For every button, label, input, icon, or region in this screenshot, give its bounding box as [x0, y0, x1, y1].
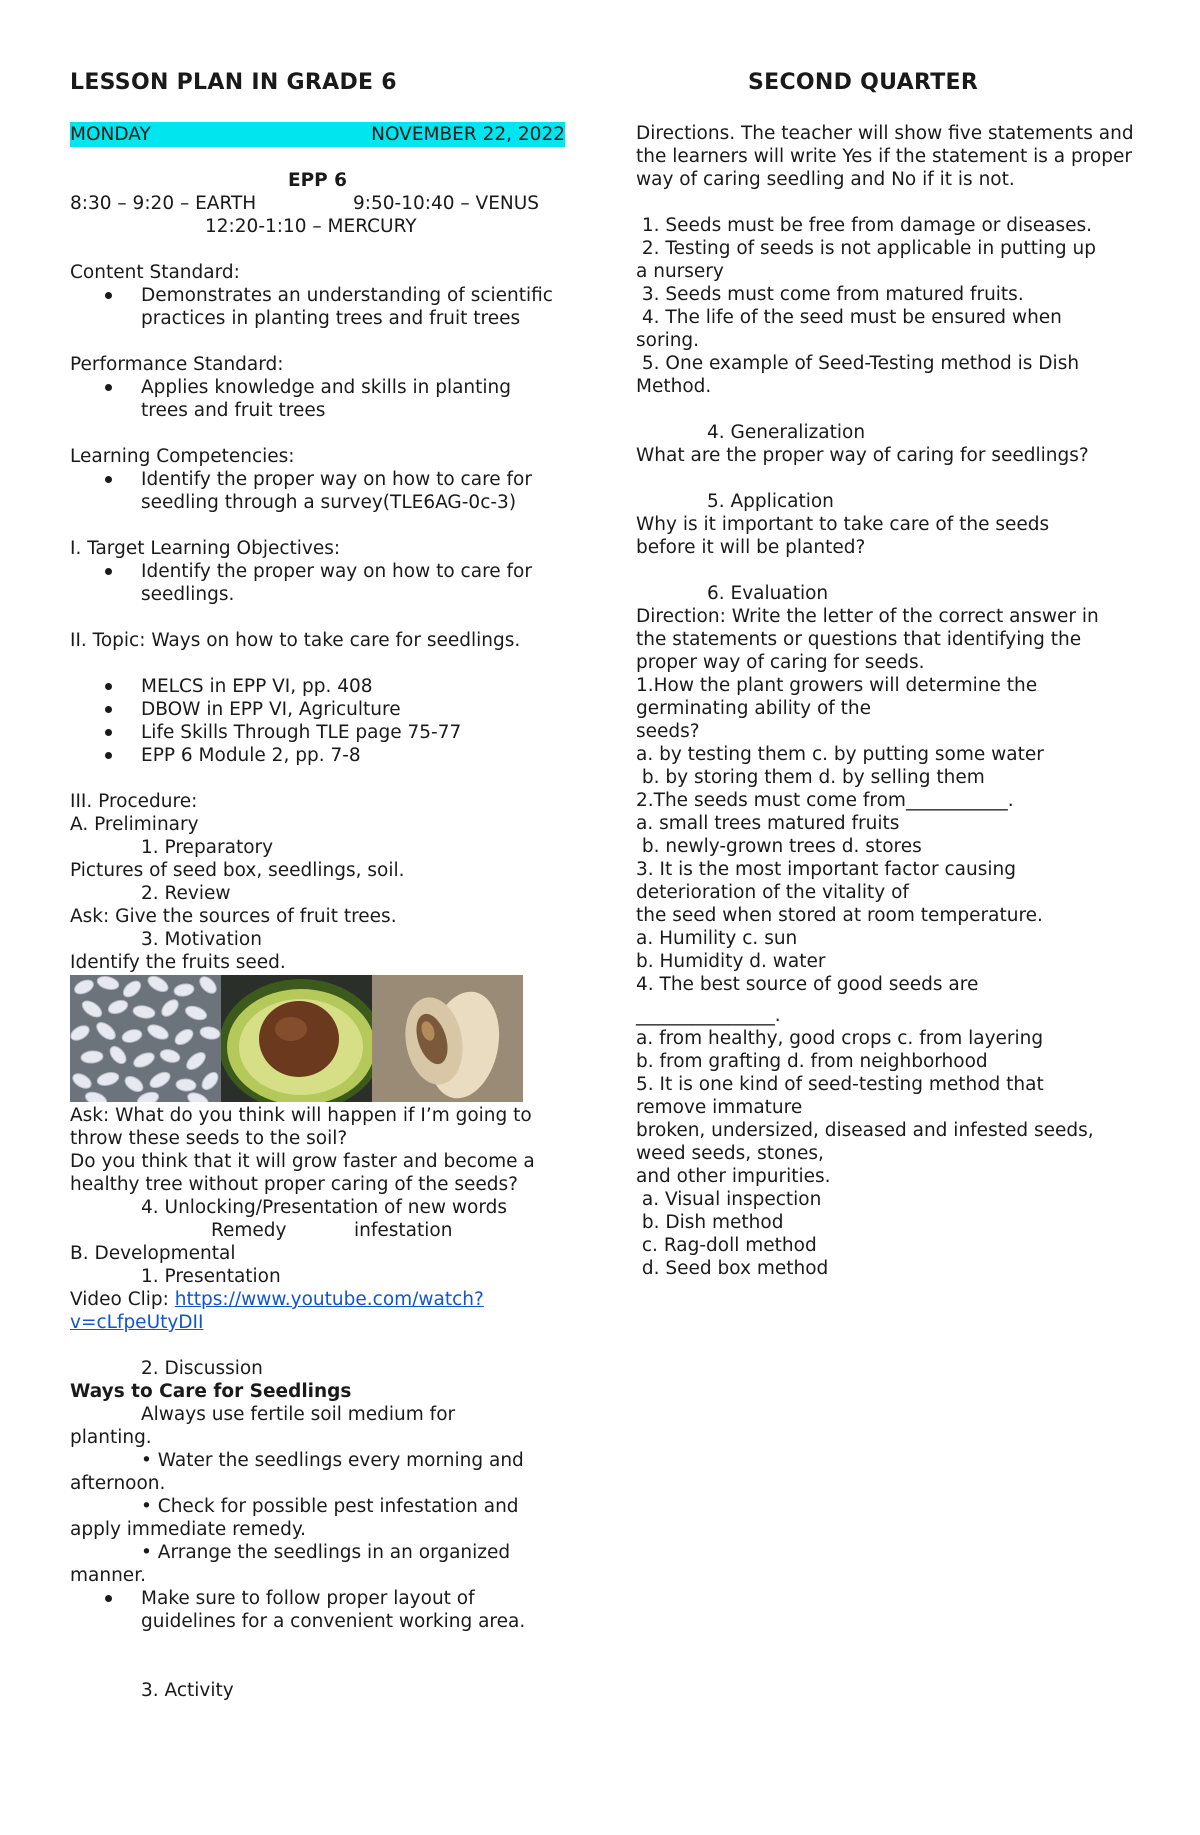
question-1-cont: germinating ability of the: [636, 698, 872, 719]
developmental-heading: B. Developmental: [70, 1243, 236, 1264]
question-2-options: a. small trees matured fruits: [636, 813, 900, 834]
objectives-label: I. Target Learning Objectives:: [70, 538, 341, 559]
question-5: 5. It is one kind of seed-testing method that: [636, 1074, 1044, 1095]
content-standard-item: Demonstrates an understanding of scientific practices in planting trees and fruit trees: [70, 284, 565, 330]
directions: Directions. The teacher will show five statements and the learners will write Yes if the statement is a proper way of caring seedling and No if it is not.: [636, 123, 1134, 190]
list-item: EPP 6 Module 2, pp. 7-8: [70, 744, 565, 767]
reference-list: [70, 675, 565, 767]
topic: II. Topic: Ways on how to take care for seedlings.: [70, 630, 521, 651]
competencies-item: Identify the proper way on how to care for seedling through a survey(TLE6AG-0c-3): [70, 468, 565, 514]
statement-4: 4. The life of the seed must be ensured when: [636, 307, 1062, 328]
care-tip-4: • Arrange the seedlings in an organized manner.: [70, 1542, 511, 1586]
question-3-options: b. Humidity d. water: [636, 951, 826, 972]
motivation-heading: 3. Motivation: [141, 929, 262, 950]
motivation-text: Identify the fruits seed.: [70, 952, 286, 973]
schedule-venus: 9:50-10:40 – VENUS: [353, 193, 540, 214]
performance-standard-item: Applies knowledge and skills in planting trees and fruit trees: [70, 376, 565, 422]
preliminary-heading: A. Preliminary: [70, 814, 199, 835]
generalization-heading: 4. Generalization: [707, 422, 866, 443]
statement-5-cont: Method.: [636, 376, 712, 397]
evaluation-direction: Direction: Write the letter of the correct answer in: [636, 606, 1099, 627]
presentation-heading: 1. Presentation: [141, 1266, 281, 1287]
preparatory-text: Pictures of seed box, seedlings, soil.: [70, 860, 405, 881]
ask-question-1: Ask: What do you think will happen if I’m going to throw these seeds to the soil?: [70, 1105, 532, 1149]
application-question-cont: before it will be planted?: [636, 537, 866, 558]
video-clip-label: Video Clip:: [70, 1289, 175, 1310]
video-link[interactable]: https://www.youtube.com/watch?: [174, 1289, 484, 1310]
care-tip-1: Always use fertile soil medium for planting.: [70, 1404, 456, 1448]
question-5-option-c: c. Rag-doll method: [636, 1235, 817, 1256]
bullet-icon: [70, 284, 141, 330]
new-word-infestation: infestation: [354, 1220, 453, 1241]
question-4-options: b. from grafting d. from neighborhood: [636, 1051, 988, 1072]
question-5-cont: broken, undersized, diseased and infested seeds,: [636, 1120, 1094, 1141]
discussion-heading: 2. Discussion: [141, 1358, 263, 1379]
question-1: 1.How the plant growers will determine the: [636, 675, 1038, 696]
question-1-options: b. by storing them d. by selling them: [636, 767, 985, 788]
statement-2: 2. Testing of seeds is not applicable in putting up: [636, 238, 1096, 259]
right-column: [636, 122, 1136, 1280]
evaluation-direction-cont: the statements or questions that identifying the: [636, 629, 1082, 650]
list-item: MELCS in EPP VI, pp. 408: [70, 675, 565, 698]
question-3-options: a. Humility c. sun: [636, 928, 798, 949]
evaluation-heading: 6. Evaluation: [707, 583, 829, 604]
bullet-icon: [70, 744, 141, 767]
question-5-cont: remove immature: [636, 1097, 803, 1118]
competencies-label: Learning Competencies:: [70, 446, 295, 467]
question-5-option-d: d. Seed box method: [636, 1258, 829, 1279]
preparatory-heading: 1. Preparatory: [141, 837, 274, 858]
application-question: Why is it important to take care of the seeds: [636, 514, 1050, 535]
mango-seed-photo: [372, 975, 523, 1102]
bullet-icon: [70, 1587, 141, 1633]
fruit-seed-images: [70, 975, 565, 1102]
question-2: 2.The seeds must come from___________.: [636, 790, 1014, 811]
date-day: MONDAY: [70, 124, 151, 145]
bullet-icon: [70, 721, 141, 744]
procedure-heading: III. Procedure:: [70, 791, 198, 812]
question-1-cont: seeds?: [636, 721, 700, 742]
bullet-icon: [70, 560, 141, 606]
new-word-remedy: Remedy: [211, 1220, 287, 1241]
question-5-cont: and other impurities.: [636, 1166, 831, 1187]
evaluation-direction-cont: proper way of caring for seeds.: [636, 652, 925, 673]
bullet-icon: [70, 468, 141, 514]
statement-3: 3. Seeds must come from matured fruits.: [636, 284, 1024, 305]
left-column: [70, 122, 565, 1702]
bullet-icon: [70, 698, 141, 721]
date-bar: [70, 122, 565, 147]
application-heading: 5. Application: [707, 491, 834, 512]
review-heading: 2. Review: [141, 883, 231, 904]
schedule-earth: 8:30 – 9:20 – EARTH: [70, 193, 257, 214]
content-standard-label: Content Standard:: [70, 262, 240, 283]
question-5-option-a: a. Visual inspection: [636, 1189, 822, 1210]
ways-title: Ways to Care for Seedlings: [70, 1381, 352, 1402]
statement-4-cont: soring.: [636, 330, 700, 351]
unlocking-heading: 4. Unlocking/Presentation of new words: [141, 1197, 507, 1218]
question-3-cont: deterioration of the vitality of: [636, 882, 909, 903]
lesson-plan-title: LESSON PLAN IN GRADE 6: [70, 70, 397, 95]
question-4-options: a. from healthy, good crops c. from layering: [636, 1028, 1044, 1049]
video-link-continued[interactable]: v=cLfpeUtyDII: [70, 1312, 204, 1333]
bullet-icon: [70, 675, 141, 698]
performance-standard-label: Performance Standard:: [70, 354, 284, 375]
list-item: DBOW in EPP VI, Agriculture: [70, 698, 565, 721]
list-item: Life Skills Through TLE page 75-77: [70, 721, 565, 744]
video-clip-line: [70, 1288, 565, 1311]
question-5-option-b: b. Dish method: [636, 1212, 784, 1233]
activity-heading: 3. Activity: [141, 1680, 234, 1701]
schedule-mercury: 12:20-1:10 – MERCURY: [205, 216, 417, 237]
statement-5: 5. One example of Seed-Testing method is Dish: [636, 353, 1080, 374]
care-tip-2: • Water the seedlings every morning and afternoon.: [70, 1450, 524, 1494]
review-text: Ask: Give the sources of fruit trees.: [70, 906, 397, 927]
subject-title: EPP 6: [287, 170, 348, 191]
date-value: NOVEMBER 22, 2022: [371, 124, 565, 145]
question-3-cont: the seed when stored at room temperature.: [636, 905, 1043, 926]
care-tip-5: Make sure to follow proper layout of guidelines for a convenient working area.: [70, 1587, 565, 1633]
question-1-options: a. by testing them c. by putting some water: [636, 744, 1044, 765]
objectives-item: Identify the proper way on how to care for seedlings.: [70, 560, 565, 606]
question-4: 4. The best source of good seeds are: [636, 974, 979, 995]
quarter-title: SECOND QUARTER: [748, 70, 979, 95]
ask-question-2: Do you think that it will grow faster and become a healthy tree without proper caring of the seeds?: [70, 1151, 535, 1195]
question-3: 3. It is the most important factor causing: [636, 859, 1016, 880]
question-2-options: b. newly-grown trees d. stores: [636, 836, 922, 857]
statement-1: 1. Seeds must be free from damage or diseases.: [636, 215, 1093, 236]
avocado-photo: [221, 975, 372, 1102]
seeds-photo: [70, 975, 221, 1102]
care-tip-3: • Check for possible pest infestation and apply immediate remedy.: [70, 1496, 519, 1540]
question-5-cont: weed seeds, stones,: [636, 1143, 824, 1164]
bullet-icon: [70, 376, 141, 422]
statement-2-cont: a nursery: [636, 261, 724, 282]
generalization-question: What are the proper way of caring for seedlings?: [636, 445, 1089, 466]
question-4-blank: _______________.: [636, 1005, 781, 1026]
